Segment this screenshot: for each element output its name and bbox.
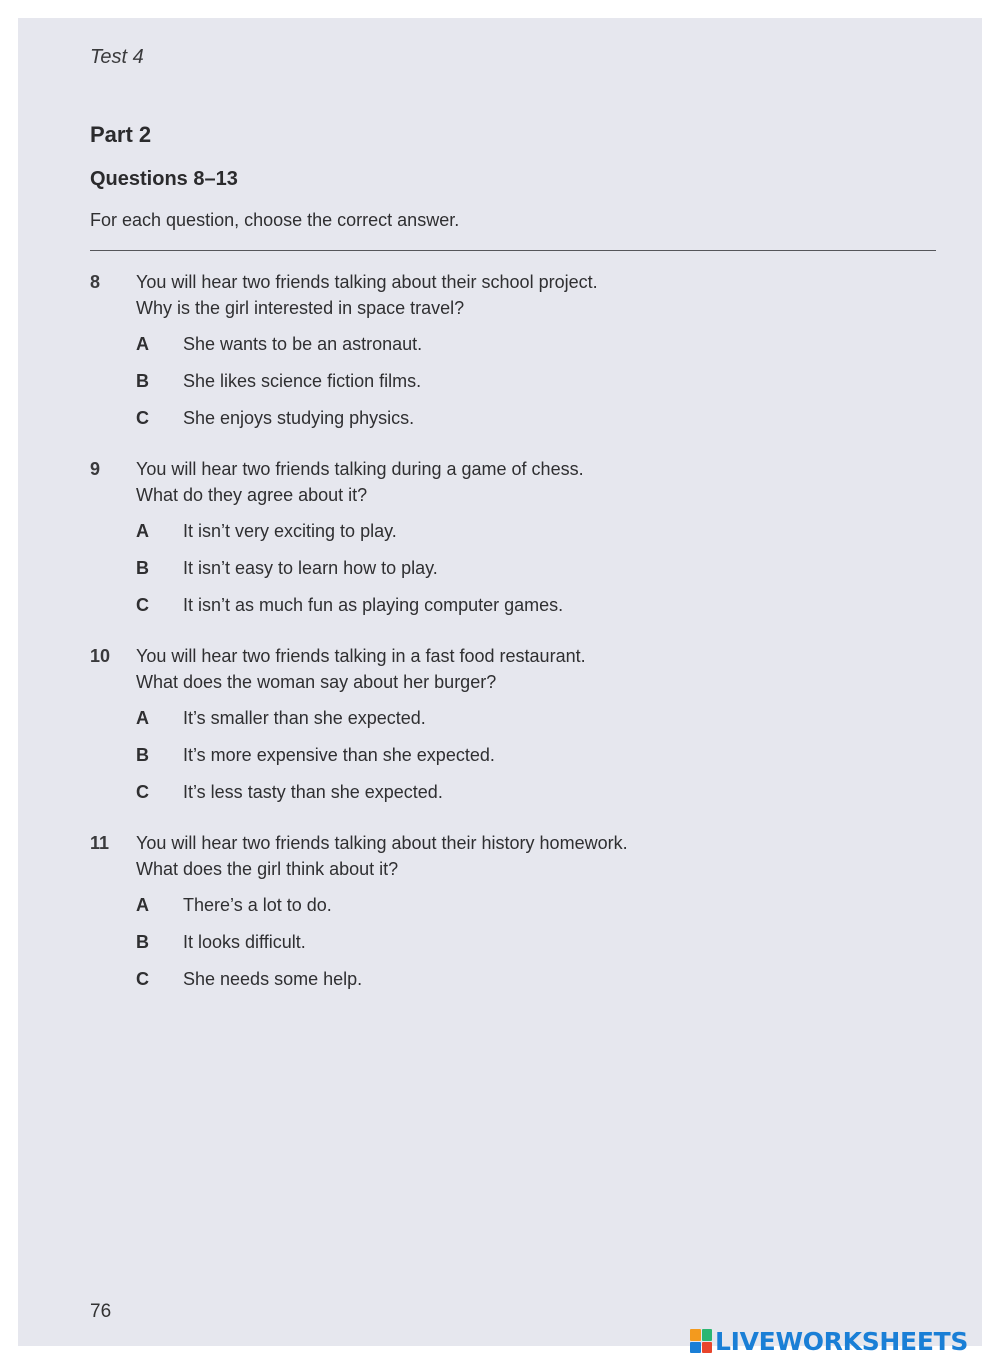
- question-number: 11: [90, 833, 110, 853]
- liveworksheets-logo-icon: [690, 1329, 712, 1353]
- option-text[interactable]: It’s more expensive than she expected.: [183, 745, 495, 765]
- option-letter: A: [136, 521, 149, 541]
- option-letter: A: [136, 708, 149, 728]
- option-letter: C: [136, 969, 149, 989]
- option-letter: B: [136, 558, 149, 578]
- option-letter: B: [136, 745, 149, 765]
- option-text[interactable]: She likes science fiction films.: [183, 371, 422, 391]
- worksheet-page: [18, 18, 982, 1346]
- option-text[interactable]: She enjoys studying physics.: [183, 408, 415, 428]
- option-text[interactable]: It isn’t very exciting to play.: [183, 521, 397, 541]
- question-context: You will hear two friends talking during a game of chess.: [136, 459, 584, 479]
- question-context: You will hear two friends talking in a fast food restaurant.: [136, 646, 586, 666]
- option-letter: B: [136, 371, 149, 391]
- question-prompt: Why is the girl interested in space travel?: [136, 298, 465, 318]
- instructions: For each question, choose the correct answer.: [90, 210, 460, 230]
- page-number: 76: [90, 1301, 112, 1322]
- option-letter: C: [136, 408, 149, 428]
- part-title: Part 2: [90, 122, 152, 147]
- option-letter: A: [136, 334, 149, 354]
- option-text[interactable]: It isn’t as much fun as playing computer games.: [183, 595, 564, 615]
- option-letter: A: [136, 895, 149, 915]
- option-text[interactable]: It’s less tasty than she expected.: [183, 782, 443, 802]
- test-label: Test 4: [90, 46, 144, 68]
- questions-heading: Questions 8–13: [90, 168, 238, 190]
- option-text[interactable]: There’s a lot to do.: [183, 895, 332, 915]
- option-text[interactable]: It looks difficult.: [183, 932, 306, 952]
- question-context: You will hear two friends talking about their history homework.: [136, 833, 628, 853]
- question-context: You will hear two friends talking about their school project.: [136, 272, 598, 292]
- option-letter: C: [136, 782, 149, 802]
- question-number: 8: [90, 272, 101, 292]
- option-text[interactable]: It isn’t easy to learn how to play.: [183, 558, 438, 578]
- divider: [90, 250, 936, 251]
- question-prompt: What does the girl think about it?: [136, 859, 399, 879]
- question-prompt: What do they agree about it?: [136, 485, 368, 505]
- option-text[interactable]: She needs some help.: [183, 969, 363, 989]
- liveworksheets-brand[interactable]: [690, 1326, 968, 1356]
- question-number: 10: [90, 646, 111, 666]
- option-text[interactable]: She wants to be an astronaut.: [183, 334, 423, 354]
- question-prompt: What does the woman say about her burger?: [136, 672, 497, 692]
- question-number: 9: [90, 459, 101, 479]
- option-text[interactable]: It’s smaller than she expected.: [183, 708, 426, 728]
- option-letter: C: [136, 595, 149, 615]
- option-letter: B: [136, 932, 149, 952]
- brand-text: LIVEWORKSHEETS: [715, 1326, 969, 1356]
